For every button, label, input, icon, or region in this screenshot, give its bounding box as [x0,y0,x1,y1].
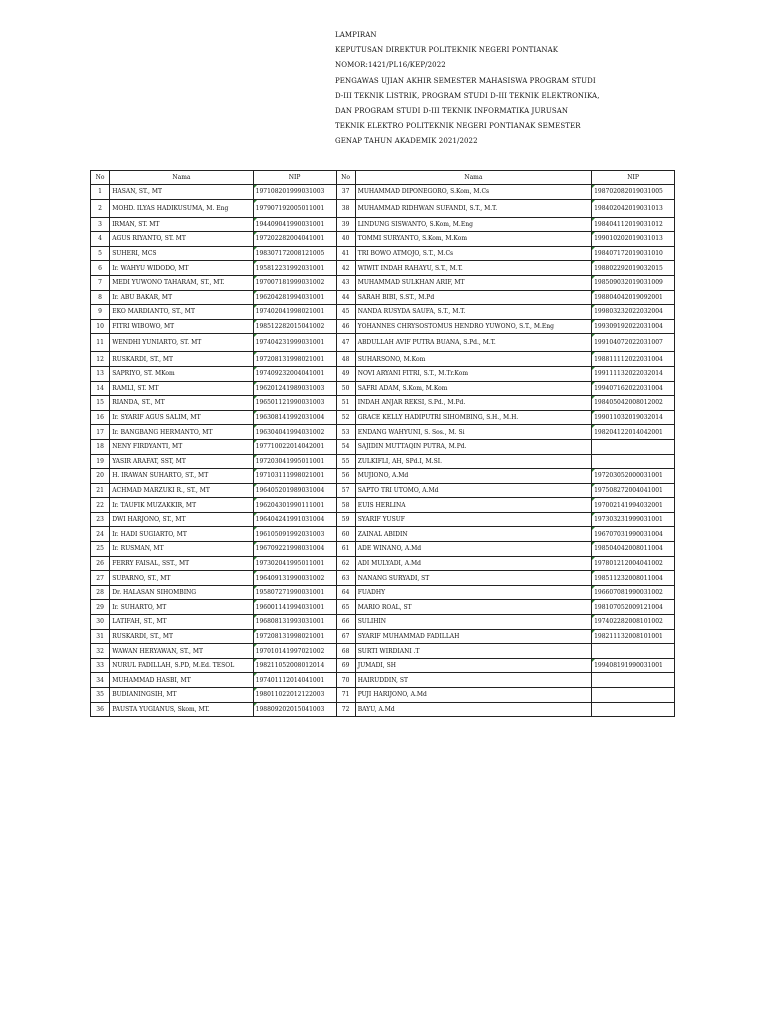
cell-nip-left: 196001141994031001 [253,600,336,615]
cell-no-right: 58 [336,498,355,513]
table-row [91,334,675,352]
cell-nip-left: 196201241989031003 [253,381,336,396]
cell-nip-right: 199803232022032004 [592,305,675,320]
header-line-subject-4: TEKNIK ELEKTRO POLITEKNIK NEGERI PONTIANAK SEMESTER [335,122,581,131]
table-row [91,673,675,688]
cell-no-right: 51 [336,396,355,411]
cell-no-left: 1 [91,185,110,200]
table-row [91,600,675,615]
cell-nip-left: 196808131993031001 [253,615,336,630]
cell-no-right: 54 [336,439,355,454]
cell-no-left: 27 [91,571,110,586]
cell-name-left: MEDI YUWONO TAHARAM, ST., MT. [110,275,253,290]
cell-name-left: Ir. SYARIF AGUS SALIM, MT [110,410,253,425]
table-row [91,615,675,630]
cell-no-right: 70 [336,673,355,688]
cell-nip-right: 198802292019032015 [592,261,675,276]
cell-no-left: 13 [91,366,110,381]
table-row [91,658,675,673]
cell-nip-left: 196204281994031001 [253,290,336,305]
cell-nip-left: 197108201999031003 [253,185,336,200]
cell-no-left: 25 [91,542,110,557]
cell-no-right: 65 [336,600,355,615]
cell-no-right: 59 [336,512,355,527]
cell-no-right: 41 [336,246,355,261]
cell-no-right: 40 [336,232,355,247]
cell-no-left: 15 [91,396,110,411]
cell-nip-left: 198809202015041003 [253,702,336,717]
cell-nip-right: 197402282008101002 [592,615,675,630]
cell-no-left: 6 [91,261,110,276]
supervisor-table [90,170,675,717]
cell-nip-left: 196308141992031004 [253,410,336,425]
cell-name-left: SUPARNO, ST., MT [110,571,253,586]
table-row [91,199,675,217]
header-line-number: NOMOR:1421/PL16/KEP/2022 [335,61,446,70]
header-no-right: No [336,171,355,185]
table-row [91,542,675,557]
cell-nip-left: 198307172008121005 [253,246,336,261]
cell-nip-right: 198404112019031012 [592,217,675,232]
cell-nip-right [592,688,675,703]
cell-no-left: 26 [91,556,110,571]
cell-nip-left: 197202282004041001 [253,232,336,247]
table-row [91,498,675,513]
table-row [91,454,675,469]
cell-name-left: H. IRAWAN SUHARTO, ST., MT [110,469,253,484]
table-body [91,185,675,717]
cell-name-right: BAYU, A.Md [355,702,591,717]
cell-nip-left: 197907192005011001 [253,199,336,217]
cell-no-left: 7 [91,275,110,290]
cell-name-left: Ir. WAHYU WIDODO, MT [110,261,253,276]
cell-nip-right [592,454,675,469]
cell-nip-left: 196204301990111001 [253,498,336,513]
cell-no-left: 9 [91,305,110,320]
cell-no-left: 23 [91,512,110,527]
cell-name-left: LATIFAH, ST., MT [110,615,253,630]
cell-name-right: NANDA RUSYDA SAUFA, S.T., M.T. [355,305,591,320]
header-name-left: Nama [110,171,253,185]
cell-name-left: WENDHI YUNIARTO, ST. MT [110,334,253,352]
cell-no-left: 16 [91,410,110,425]
header-no-left: No [91,171,110,185]
cell-name-right: INDAH ANJAR REKSI, S.Pd., M.Pd. [355,396,591,411]
document-header [335,28,755,150]
cell-name-left: BUDIANINGSIH, MT [110,688,253,703]
cell-nip-left: 194409041990031001 [253,217,336,232]
cell-no-right: 44 [336,290,355,305]
cell-no-right: 42 [336,261,355,276]
table-row [91,319,675,334]
cell-no-left: 19 [91,454,110,469]
header-nip-right: NIP [592,171,675,185]
cell-no-right: 71 [336,688,355,703]
table-row [91,396,675,411]
cell-name-right: ABDULLAH AVIF PUTRA BUANA, S.Pd., M.T. [355,334,591,352]
cell-name-left: EKO MARDIANTO, ST., MT [110,305,253,320]
table-row [91,469,675,484]
cell-no-right: 53 [336,425,355,440]
cell-no-left: 18 [91,439,110,454]
cell-nip-left: 198512282015041002 [253,319,336,334]
cell-name-left: RAMLI, ST. MT [110,381,253,396]
cell-nip-right: 196707031990031004 [592,527,675,542]
cell-no-right: 60 [336,527,355,542]
cell-name-right: ENDANG WAHYUNI, S. Sos., M. Si [355,425,591,440]
cell-no-right: 57 [336,483,355,498]
cell-no-left: 33 [91,658,110,673]
cell-nip-right: 198702082019031005 [592,185,675,200]
cell-name-right: ZAINAL ABIDIN [355,527,591,542]
cell-nip-left: 197203041995011001 [253,454,336,469]
cell-nip-right: 199104072022031007 [592,334,675,352]
cell-no-right: 39 [336,217,355,232]
cell-name-left: NURUL FADILLAH, S.PD, M.Ed. TESOL [110,658,253,673]
cell-name-left: SAPRIYO, ST. MKom [110,366,253,381]
cell-name-right: SAFRI ADAM, S.Kom, M.Kom [355,381,591,396]
cell-name-right: MUHAMMAD RIDHWAN SUFANDI, S.T., M.T. [355,199,591,217]
cell-name-right: SAJIDIN MUTTAQIN PUTRA, M.Pd. [355,439,591,454]
cell-nip-left: 197404231999031001 [253,334,336,352]
cell-name-right: SAPTO TRI UTOMO, A.Md [355,483,591,498]
cell-name-right: TRI BOWO ATMOJO, S.T., M.Cs [355,246,591,261]
cell-name-left: SUHERI, MCS [110,246,253,261]
cell-name-right: HAIRUDDIN, ST [355,673,591,688]
cell-no-left: 4 [91,232,110,247]
cell-no-right: 68 [336,644,355,659]
cell-name-left: Ir. BANGBANG HERMANTO, MT [110,425,253,440]
cell-no-left: 35 [91,688,110,703]
cell-no-left: 24 [91,527,110,542]
cell-nip-right [592,702,675,717]
cell-name-left: RIANDA, ST., MT [110,396,253,411]
table-row [91,305,675,320]
cell-no-left: 2 [91,199,110,217]
table-row [91,571,675,586]
cell-nip-right: 198405042008012002 [592,396,675,411]
cell-name-right: FUADHY [355,585,591,600]
cell-no-right: 38 [336,199,355,217]
cell-name-right: SULIHIN [355,615,591,630]
table-row [91,556,675,571]
table-row [91,702,675,717]
cell-nip-right: 199011032019032014 [592,410,675,425]
header-line-lampiran: LAMPIRAN [335,31,377,39]
cell-nip-left: 197302041995011001 [253,556,336,571]
table-row [91,410,675,425]
cell-name-left: DWI HARJONO, ST., MT [110,512,253,527]
table-row [91,512,675,527]
cell-no-right: 63 [336,571,355,586]
cell-nip-right: 199010202019031013 [592,232,675,247]
cell-no-left: 34 [91,673,110,688]
cell-nip-right: 197002141994032001 [592,498,675,513]
cell-name-right: LINDUNG SISWANTO, S.Kom, M.Eng [355,217,591,232]
table-row [91,527,675,542]
cell-name-right: YOHANNES CHRYSOSTOMUS HENDRO YUWONO, S.T., M.Eng [355,319,591,334]
table-row [91,290,675,305]
cell-no-right: 61 [336,542,355,557]
table-header-row [91,171,675,185]
cell-no-right: 62 [336,556,355,571]
cell-nip-left: 196405201989031004 [253,483,336,498]
cell-nip-left: 197103111998021001 [253,469,336,484]
cell-nip-right: 199407162022031004 [592,381,675,396]
cell-nip-right: 199111132022032014 [592,366,675,381]
cell-name-left: Ir. RUSMAN, MT [110,542,253,557]
cell-no-left: 31 [91,629,110,644]
cell-nip-right: 198509032019031009 [592,275,675,290]
table-row [91,217,675,232]
cell-name-left: FITRI WIBOWO, MT [110,319,253,334]
table-row [91,261,675,276]
cell-nip-right [592,673,675,688]
cell-name-left: IRMAN, ST. MT [110,217,253,232]
cell-nip-left: 195807271990031001 [253,585,336,600]
cell-nip-right: 198204122014042001 [592,425,675,440]
cell-no-left: 14 [91,381,110,396]
cell-nip-left: 196409131990031002 [253,571,336,586]
cell-nip-left: 196501121990031003 [253,396,336,411]
cell-no-left: 5 [91,246,110,261]
cell-name-left: RUSKARDI, ST., MT [110,352,253,367]
cell-name-right: WIWIT INDAH RAHAYU, S.T., M.T. [355,261,591,276]
cell-no-left: 3 [91,217,110,232]
cell-nip-left: 196709221998031004 [253,542,336,557]
cell-no-right: 69 [336,658,355,673]
cell-nip-right: 198407172019031010 [592,246,675,261]
cell-nip-right [592,439,675,454]
cell-no-left: 8 [91,290,110,305]
cell-nip-right: 198504042008011004 [592,542,675,557]
cell-nip-left: 197007181999031002 [253,275,336,290]
cell-no-right: 37 [336,185,355,200]
cell-name-right: SURTI WIRDIANI .T [355,644,591,659]
cell-nip-left: 197710022014042001 [253,439,336,454]
table-row [91,425,675,440]
cell-no-left: 28 [91,585,110,600]
cell-name-left: WAWAN HERYAWAN, ST., MT [110,644,253,659]
cell-nip-right [592,644,675,659]
cell-name-right: MUHAMMAD DIPONEGORO, S.Kom, M.Cs [355,185,591,200]
cell-nip-right: 197303231999031001 [592,512,675,527]
table-row [91,275,675,290]
header-nip-left: NIP [253,171,336,185]
cell-name-right: ZULKIFLI, AH, SPd.I, M.SI. [355,454,591,469]
cell-name-right: GRACE KELLY HADIPUTRI SIHOMBING, S.H., M.H. [355,410,591,425]
cell-no-right: 50 [336,381,355,396]
cell-nip-right: 196607081990031002 [592,585,675,600]
cell-no-left: 12 [91,352,110,367]
cell-no-left: 20 [91,469,110,484]
cell-nip-left: 196105091992031003 [253,527,336,542]
cell-nip-right: 198804042019092001 [592,290,675,305]
cell-name-right: TOMMI SURYANTO, S.Kom, M.Kom [355,232,591,247]
cell-name-left: AGUS RIYANTO, ST. MT [110,232,253,247]
cell-no-right: 43 [336,275,355,290]
cell-name-left: Ir. HADI SUGIARTO, MT [110,527,253,542]
table-row [91,629,675,644]
cell-name-right: MUJIONO, A.Md [355,469,591,484]
table-row [91,366,675,381]
table-row [91,246,675,261]
cell-no-right: 52 [336,410,355,425]
cell-nip-left: 197401112014041001 [253,673,336,688]
cell-no-left: 29 [91,600,110,615]
cell-name-left: Ir. ABU BAKAR, MT [110,290,253,305]
cell-nip-left: 196304041994031002 [253,425,336,440]
cell-name-right: JUMADI, SH [355,658,591,673]
header-line-decree: KEPUTUSAN DIREKTUR POLITEKNIK NEGERI PONTIANAK [335,46,559,55]
cell-name-right: ADE WINANO, A.Md [355,542,591,557]
cell-name-left: RUSKARDI, ST., MT [110,629,253,644]
table-row [91,439,675,454]
cell-nip-right: 197801212004041002 [592,556,675,571]
cell-no-right: 72 [336,702,355,717]
cell-no-left: 36 [91,702,110,717]
cell-name-right: EUIS HERLINA [355,498,591,513]
cell-name-right: PUJI HARIJONO, A.Md [355,688,591,703]
header-line-subject-1: PENGAWAS UJIAN AKHIR SEMESTER MAHASISWA PROGRAM STUDI [335,76,596,85]
cell-name-right: MARIO ROAL, ST [355,600,591,615]
cell-no-left: 30 [91,615,110,630]
table-row [91,688,675,703]
cell-name-left: PAUSTA YUGIANUS, Skom, MT. [110,702,253,717]
cell-nip-right: 197508272004041001 [592,483,675,498]
cell-name-left: Ir. SUHARTO, MT [110,600,253,615]
cell-name-left: ACHMAD MARZUKI R., ST., MT [110,483,253,498]
cell-nip-left: 197402041998021001 [253,305,336,320]
cell-nip-left: 197208131998021001 [253,352,336,367]
table-row [91,352,675,367]
cell-no-right: 66 [336,615,355,630]
cell-nip-right: 197203052000031001 [592,469,675,484]
table-row [91,381,675,396]
cell-nip-right: 198811112022031004 [592,352,675,367]
cell-name-right: SYARIF MUHAMMAD FADILLAH [355,629,591,644]
cell-no-left: 11 [91,334,110,352]
cell-no-left: 17 [91,425,110,440]
cell-name-left: MOHD. ILYAS HADIKUSUMA, M. Eng [110,199,253,217]
cell-name-left: Ir. TAUFIK MUZAKKIR, MT [110,498,253,513]
cell-no-right: 47 [336,334,355,352]
cell-nip-right: 198511232008011004 [592,571,675,586]
table-row [91,585,675,600]
cell-no-left: 10 [91,319,110,334]
header-line-subject-3: DAN PROGRAM STUDI D-III TEKNIK INFORMATIKA JURUSAN [335,106,569,115]
cell-nip-right: 198402042019031013 [592,199,675,217]
cell-no-left: 22 [91,498,110,513]
table-row [91,483,675,498]
cell-name-right: MUHAMMAD SULKHAN ARIF, MT [355,275,591,290]
cell-name-right: NANANG SURYADI, ST [355,571,591,586]
cell-nip-right: 199309192022031004 [592,319,675,334]
header-line-academic-year: GENAP TAHUN AKADEMIK 2021/2022 [335,137,478,146]
cell-no-left: 32 [91,644,110,659]
cell-name-right: NOVI ARYANI FITRI, S.T., M.Tr.Kom [355,366,591,381]
cell-name-left: Dr. HALASAN SIHOMBING [110,585,253,600]
cell-nip-left: 195812231992031001 [253,261,336,276]
table-row [91,232,675,247]
cell-name-right: SARAH BIBI, S.ST., M.Pd [355,290,591,305]
cell-no-right: 64 [336,585,355,600]
cell-no-right: 48 [336,352,355,367]
cell-nip-left: 197409232004041001 [253,366,336,381]
cell-no-right: 46 [336,319,355,334]
cell-no-right: 49 [336,366,355,381]
cell-nip-left: 197010141997021002 [253,644,336,659]
cell-name-right: ADI MULYADI, A.Md [355,556,591,571]
cell-no-left: 21 [91,483,110,498]
cell-nip-left: 198011022012122003 [253,688,336,703]
cell-no-right: 55 [336,454,355,469]
cell-nip-right: 198107052009121004 [592,600,675,615]
cell-nip-left: 196404241991031004 [253,512,336,527]
table-row [91,185,675,200]
header-name-right: Nama [355,171,591,185]
cell-name-right: SUHARSONO, M.Kom [355,352,591,367]
cell-nip-right: 198211132008101001 [592,629,675,644]
cell-no-right: 45 [336,305,355,320]
cell-nip-left: 198211052008012014 [253,658,336,673]
cell-name-left: FERRY FAISAL, SST., MT [110,556,253,571]
cell-name-left: YASIR ARAFAT, SST, MT [110,454,253,469]
cell-nip-left: 197208131998021001 [253,629,336,644]
cell-no-right: 56 [336,469,355,484]
header-line-subject-2: D-III TEKNIK LISTRIK, PROGRAM STUDI D-III TEKNIK ELEKTRONIKA, [335,91,600,100]
cell-name-left: MUHAMMAD HASBI, MT [110,673,253,688]
table-row [91,644,675,659]
cell-name-right: SYARIF YUSUF [355,512,591,527]
cell-name-left: HASAN, ST., MT [110,185,253,200]
cell-name-left: NENY FIRDYANTI, MT [110,439,253,454]
cell-no-right: 67 [336,629,355,644]
cell-nip-right: 199408191990031001 [592,658,675,673]
